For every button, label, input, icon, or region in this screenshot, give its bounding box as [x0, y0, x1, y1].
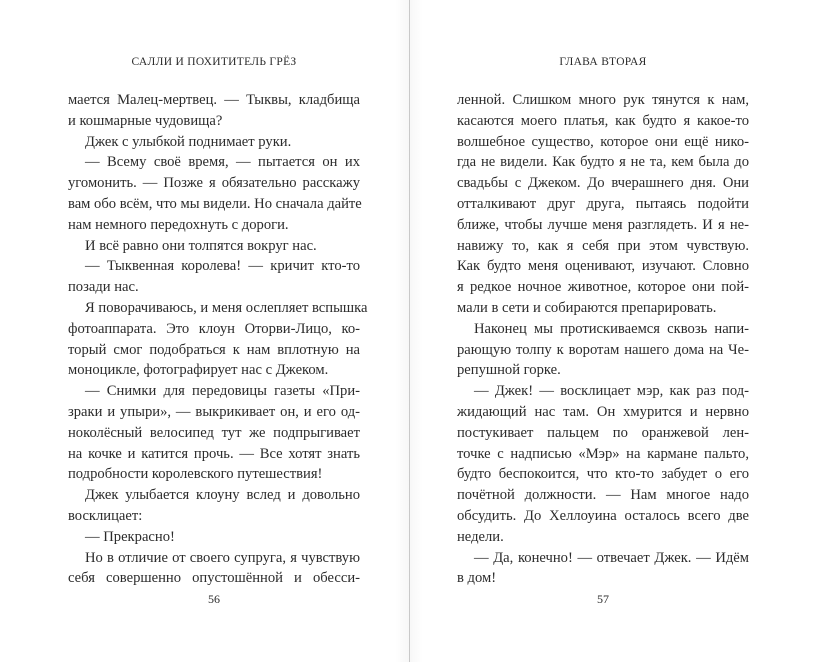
text-line: навижу то, как я себя при этом чувствую.: [457, 237, 749, 254]
text-line: себя совершенно опустошённой и обесси-: [68, 570, 360, 587]
text-line: — Всему своё время, — пытается он их: [85, 154, 360, 171]
text-line: позади нас.: [68, 279, 139, 296]
text-line: — Тыквенная королева! — кричит кто-то: [85, 258, 360, 275]
text-line: обсудить. До Хеллоуина осталось всего две: [457, 507, 749, 524]
text-line: ноколёсный велосипед тут же подпрыгивает: [68, 424, 360, 441]
running-header: САЛЛИ И ПОХИТИТЕЛЬ ГРЁЗ: [131, 56, 297, 68]
text-line: угомонить. — Позже я обязательно расскажу: [68, 175, 360, 192]
text-line: отталкивают друг друга, пытаясь подойти: [457, 195, 749, 212]
text-line: на кочке и катится прочь. — Все хотят знать: [68, 445, 360, 462]
text-line: Джек улыбается клоуну вслед и довольно: [85, 487, 360, 504]
page-number: 57: [597, 592, 609, 606]
text-line: торый смог подобраться к нам вплотную на: [68, 341, 360, 358]
text-line: репушной горке.: [457, 362, 561, 379]
text-line: я редкое ночное животное, которое они пой-: [457, 279, 749, 296]
page-number: 56: [208, 592, 220, 606]
text-line: фотоаппарата. Это клоун Оторви-Лицо, ко-: [68, 320, 360, 337]
page-text: [68, 90, 368, 589]
page-text: [457, 90, 749, 589]
text-line: зраки и упыри», — выкрикивает он, и его од-: [68, 403, 360, 420]
text-line: моноцикле, фотографирует нас с Джеком.: [68, 362, 329, 379]
text-line: — Да, конечно! — отвечает Джек. — Идём: [474, 549, 749, 566]
text-line: вам обо всём, что мы видели. Но сначала дайте: [68, 195, 362, 212]
text-line: почётной должности. — Нам многое надо: [457, 487, 749, 504]
text-line: в дом!: [457, 570, 497, 587]
text-line: жидающий нас там. Он хмурится и нервно: [457, 403, 749, 420]
text-line: недели.: [457, 528, 504, 545]
text-line: — Прекрасно!: [85, 528, 175, 545]
text-line: Джек с улыбкой поднимает руки.: [85, 133, 292, 150]
book-spine: [409, 0, 410, 662]
text-line: нам немного передохнуть с дороги.: [68, 216, 289, 233]
text-line: постукивает пальцем по оранжевой лен-: [457, 424, 749, 441]
text-line: — Джек! — восклицает мэр, как раз под-: [474, 383, 749, 400]
text-line: ленной. Слишком много рук тянутся к нам,: [457, 92, 749, 108]
left-page: [68, 0, 368, 662]
right-page: [457, 0, 749, 662]
text-line: мали в сети и собираются препарировать.: [457, 299, 717, 316]
text-line: будто беспокоится, что кто-то забудет о его: [457, 466, 749, 483]
text-line: восклицает:: [68, 507, 143, 524]
text-line: касаются моего платья, как будто я какое-то: [457, 112, 749, 129]
text-line: И всё равно они толпятся вокруг нас.: [85, 237, 317, 254]
text-line: волшебное существо, которое они ещё нико-: [457, 133, 749, 150]
text-line: ближе, чтобы лучше меня разглядеть. И я не-: [457, 216, 749, 233]
running-header: ГЛАВА ВТОРАЯ: [559, 56, 647, 68]
text-line: и кошмарные чудовища?: [68, 112, 223, 129]
text-line: точке с надписью «Мэр» на кармане пальто,: [457, 445, 749, 462]
text-line: Но в отличие от своего супруга, я чувствую: [85, 549, 360, 566]
text-line: подробности королевского путешествия!: [68, 466, 323, 483]
text-line: гда не видели. Как будто я не та, кем была до: [457, 154, 749, 171]
text-line: Наконец мы протискиваемся сквозь напи-: [474, 320, 749, 337]
text-line: Я поворачиваюсь, и меня ослепляет вспышка: [85, 299, 368, 316]
text-line: свадьбы с Джеком. До вчерашнего дня. Они: [457, 175, 749, 192]
text-line: — Снимки для передовицы газеты «При-: [85, 383, 360, 400]
text-line: рающую толпу к воротам нашего дома на Че-: [457, 341, 749, 358]
text-line: Как будто меня оценивают, изучают. Словно: [457, 258, 749, 275]
text-line: мается Малец-мертвец. — Тыквы, кладбища: [68, 92, 360, 108]
